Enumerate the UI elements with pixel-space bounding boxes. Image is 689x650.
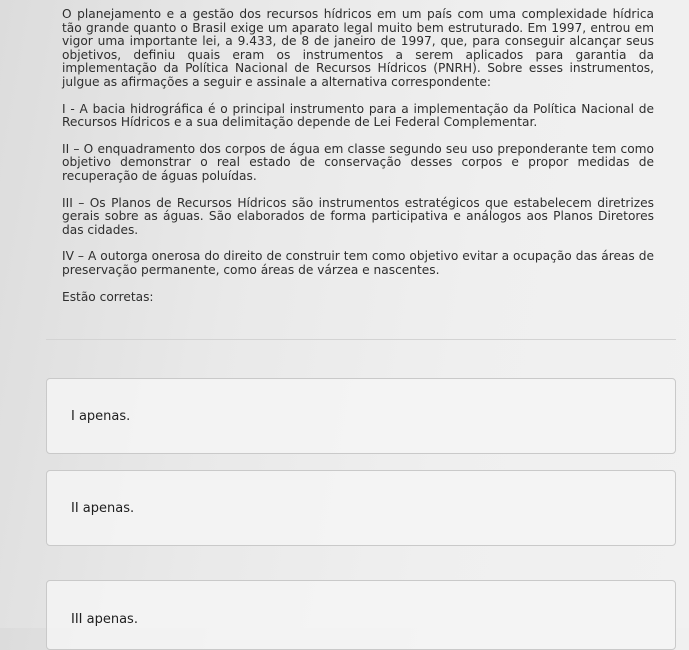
answer-option-2[interactable]	[46, 470, 676, 546]
statement-4: IV – A outorga onerosa do direito de construir tem como objetivo evitar a ocupação das áreas de preservação permanente, como áreas de várzea e nascentes.	[62, 249, 654, 277]
answer-option-3[interactable]	[46, 580, 676, 650]
statement-2: II – O enquadramento dos corpos de água em classe segundo seu uso preponderante tem como objetivo demonstrar o real estado de conservação desses corpos e propor medidas de recuperação de águas poluídas.	[62, 141, 654, 183]
answer-option-1[interactable]	[46, 378, 676, 454]
statement-3: III – Os Planos de Recursos Hídricos são instrumentos estratégicos que estabelecem diretrizes gerais sobre as águas. São elaborados de forma participativa e análogos aos Planos Diretores das cidades.	[62, 195, 654, 237]
answer-option-label: III apenas.	[71, 612, 138, 627]
question-intro: O planejamento e a gestão dos recursos hídricos em um país com uma complexidade hídrica tão grande quanto o Brasil exige um aparato legal muito bem estruturado. Em 1997, entrou em vigor uma importante lei, a 9.433, de 8 de janeiro de 1997, que, para conseguir alcançar seus objetivos, definiu quais eram os instrumentos a serem aplicados para garantia da implementação da Política Nacional de Recursos Hídricos (PNRH). Sobre esses instrumentos, julgue as afirmações a seguir e assinale a alternativa correspondente:	[62, 7, 654, 89]
statement-1: I - A bacia hidrográfica é o principal instrumento para a implementação da Política Nacional de Recursos Hídricos e a sua delimitação depende de Lei Federal Complementar.	[62, 101, 654, 130]
question-prompt: Estão corretas:	[62, 289, 154, 304]
answer-option-label: I apenas.	[71, 409, 131, 424]
answer-option-label: II apenas.	[71, 501, 135, 516]
